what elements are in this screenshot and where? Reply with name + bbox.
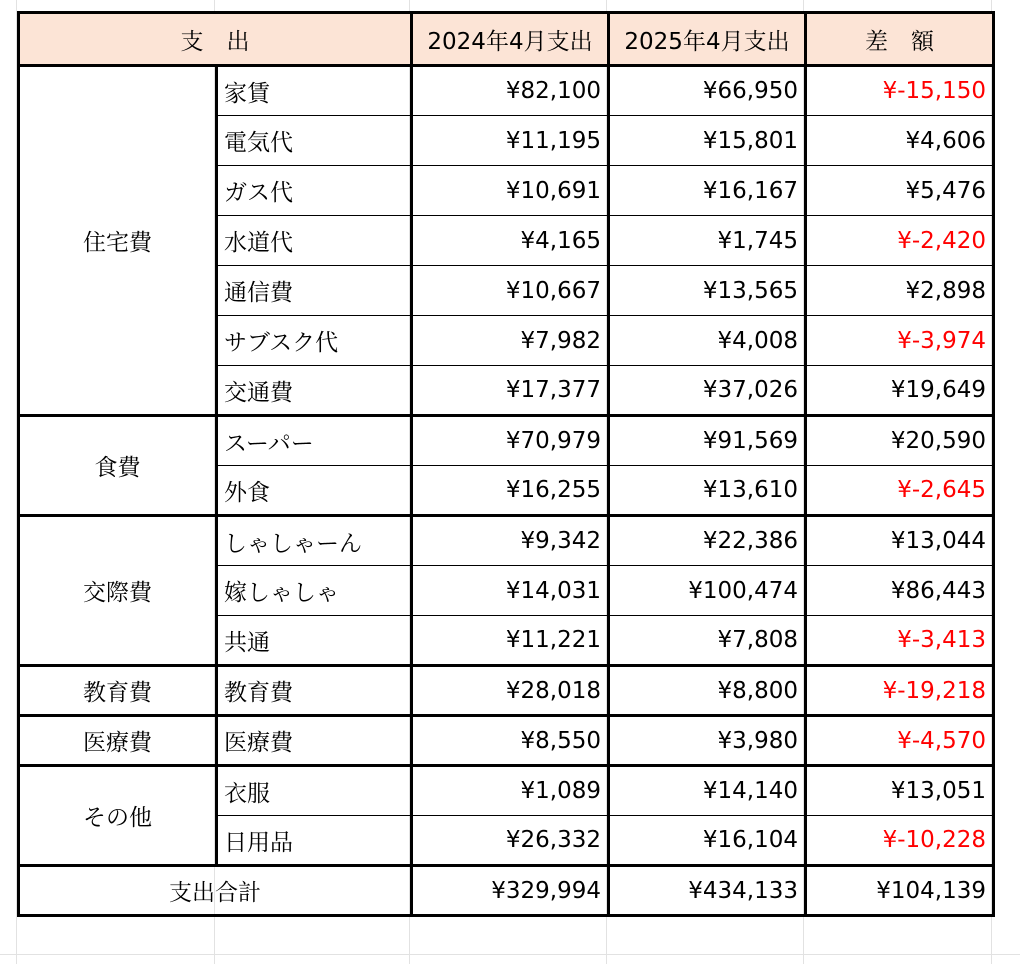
item-cell[interactable]: 通信費 <box>217 266 412 316</box>
diff-cell[interactable]: ¥-15,150 <box>806 66 994 116</box>
table-row <box>19 766 994 816</box>
value-2024-cell[interactable]: ¥7,982 <box>412 316 609 366</box>
value-2025-cell[interactable]: ¥14,140 <box>609 766 806 816</box>
total-2024-cell[interactable]: ¥329,994 <box>412 866 609 916</box>
value-2025-cell[interactable]: ¥15,801 <box>609 116 806 166</box>
value-2025-cell[interactable]: ¥16,167 <box>609 166 806 216</box>
diff-cell[interactable]: ¥13,051 <box>806 766 994 816</box>
table-row <box>19 66 994 116</box>
category-other[interactable]: その他 <box>19 766 217 866</box>
diff-cell[interactable]: ¥-3,413 <box>806 616 994 666</box>
diff-cell[interactable]: ¥-3,974 <box>806 316 994 366</box>
value-2025-cell[interactable]: ¥7,808 <box>609 616 806 666</box>
value-2024-cell[interactable]: ¥11,221 <box>412 616 609 666</box>
item-cell[interactable]: 教育費 <box>217 666 412 716</box>
item-cell[interactable]: しゃしゃーん <box>217 516 412 566</box>
value-2025-cell[interactable]: ¥13,565 <box>609 266 806 316</box>
value-2024-cell[interactable]: ¥16,255 <box>412 466 609 516</box>
table-row <box>19 666 994 716</box>
category-medical[interactable]: 医療費 <box>19 716 217 766</box>
total-diff-cell[interactable]: ¥104,139 <box>806 866 994 916</box>
diff-cell[interactable]: ¥2,898 <box>806 266 994 316</box>
value-2025-cell[interactable]: ¥91,569 <box>609 416 806 466</box>
item-cell[interactable]: 電気代 <box>217 116 412 166</box>
value-2025-cell[interactable]: ¥100,474 <box>609 566 806 616</box>
value-2025-cell[interactable]: ¥66,950 <box>609 66 806 116</box>
diff-cell[interactable]: ¥13,044 <box>806 516 994 566</box>
expense-comparison-table <box>17 11 995 917</box>
header-2024[interactable]: 2024年4月支出 <box>412 13 609 66</box>
category-food[interactable]: 食費 <box>19 416 217 516</box>
value-2024-cell[interactable]: ¥10,667 <box>412 266 609 316</box>
item-cell[interactable]: 外食 <box>217 466 412 516</box>
table-row <box>19 516 994 566</box>
value-2024-cell[interactable]: ¥10,691 <box>412 166 609 216</box>
category-housing[interactable]: 住宅費 <box>19 66 217 416</box>
value-2024-cell[interactable]: ¥70,979 <box>412 416 609 466</box>
item-cell[interactable]: 医療費 <box>217 716 412 766</box>
diff-cell[interactable]: ¥-19,218 <box>806 666 994 716</box>
header-2025[interactable]: 2025年4月支出 <box>609 13 806 66</box>
diff-cell[interactable]: ¥20,590 <box>806 416 994 466</box>
total-row <box>19 866 994 916</box>
item-cell[interactable]: 水道代 <box>217 216 412 266</box>
header-diff[interactable]: 差 額 <box>806 13 994 66</box>
diff-cell[interactable]: ¥-2,420 <box>806 216 994 266</box>
item-cell[interactable]: 交通費 <box>217 366 412 416</box>
item-cell[interactable]: 共通 <box>217 616 412 666</box>
value-2024-cell[interactable]: ¥4,165 <box>412 216 609 266</box>
item-cell[interactable]: サブスク代 <box>217 316 412 366</box>
header-expense[interactable]: 支 出 <box>19 13 412 66</box>
value-2024-cell[interactable]: ¥82,100 <box>412 66 609 116</box>
value-2024-cell[interactable]: ¥28,018 <box>412 666 609 716</box>
diff-cell[interactable]: ¥86,443 <box>806 566 994 616</box>
header-row <box>19 13 994 66</box>
value-2024-cell[interactable]: ¥26,332 <box>412 816 609 866</box>
value-2025-cell[interactable]: ¥37,026 <box>609 366 806 416</box>
table-row <box>19 716 994 766</box>
value-2025-cell[interactable]: ¥16,104 <box>609 816 806 866</box>
value-2024-cell[interactable]: ¥9,342 <box>412 516 609 566</box>
item-cell[interactable]: スーパー <box>217 416 412 466</box>
value-2024-cell[interactable]: ¥1,089 <box>412 766 609 816</box>
value-2024-cell[interactable]: ¥8,550 <box>412 716 609 766</box>
value-2025-cell[interactable]: ¥4,008 <box>609 316 806 366</box>
item-cell[interactable]: 衣服 <box>217 766 412 816</box>
value-2025-cell[interactable]: ¥8,800 <box>609 666 806 716</box>
value-2025-cell[interactable]: ¥1,745 <box>609 216 806 266</box>
value-2025-cell[interactable]: ¥13,610 <box>609 466 806 516</box>
item-cell[interactable]: 家賃 <box>217 66 412 116</box>
diff-cell[interactable]: ¥19,649 <box>806 366 994 416</box>
total-label[interactable]: 支出合計 <box>19 866 412 916</box>
diff-cell[interactable]: ¥4,606 <box>806 116 994 166</box>
item-cell[interactable]: 日用品 <box>217 816 412 866</box>
diff-cell[interactable]: ¥5,476 <box>806 166 994 216</box>
diff-cell[interactable]: ¥-4,570 <box>806 716 994 766</box>
item-cell[interactable]: 嫁しゃしゃ <box>217 566 412 616</box>
category-social[interactable]: 交際費 <box>19 516 217 666</box>
diff-cell[interactable]: ¥-10,228 <box>806 816 994 866</box>
value-2025-cell[interactable]: ¥3,980 <box>609 716 806 766</box>
value-2024-cell[interactable]: ¥14,031 <box>412 566 609 616</box>
item-cell[interactable]: ガス代 <box>217 166 412 216</box>
diff-cell[interactable]: ¥-2,645 <box>806 466 994 516</box>
gridline <box>0 954 1020 955</box>
value-2025-cell[interactable]: ¥22,386 <box>609 516 806 566</box>
table-row <box>19 416 994 466</box>
category-education[interactable]: 教育費 <box>19 666 217 716</box>
value-2024-cell[interactable]: ¥11,195 <box>412 116 609 166</box>
total-2025-cell[interactable]: ¥434,133 <box>609 866 806 916</box>
value-2024-cell[interactable]: ¥17,377 <box>412 366 609 416</box>
